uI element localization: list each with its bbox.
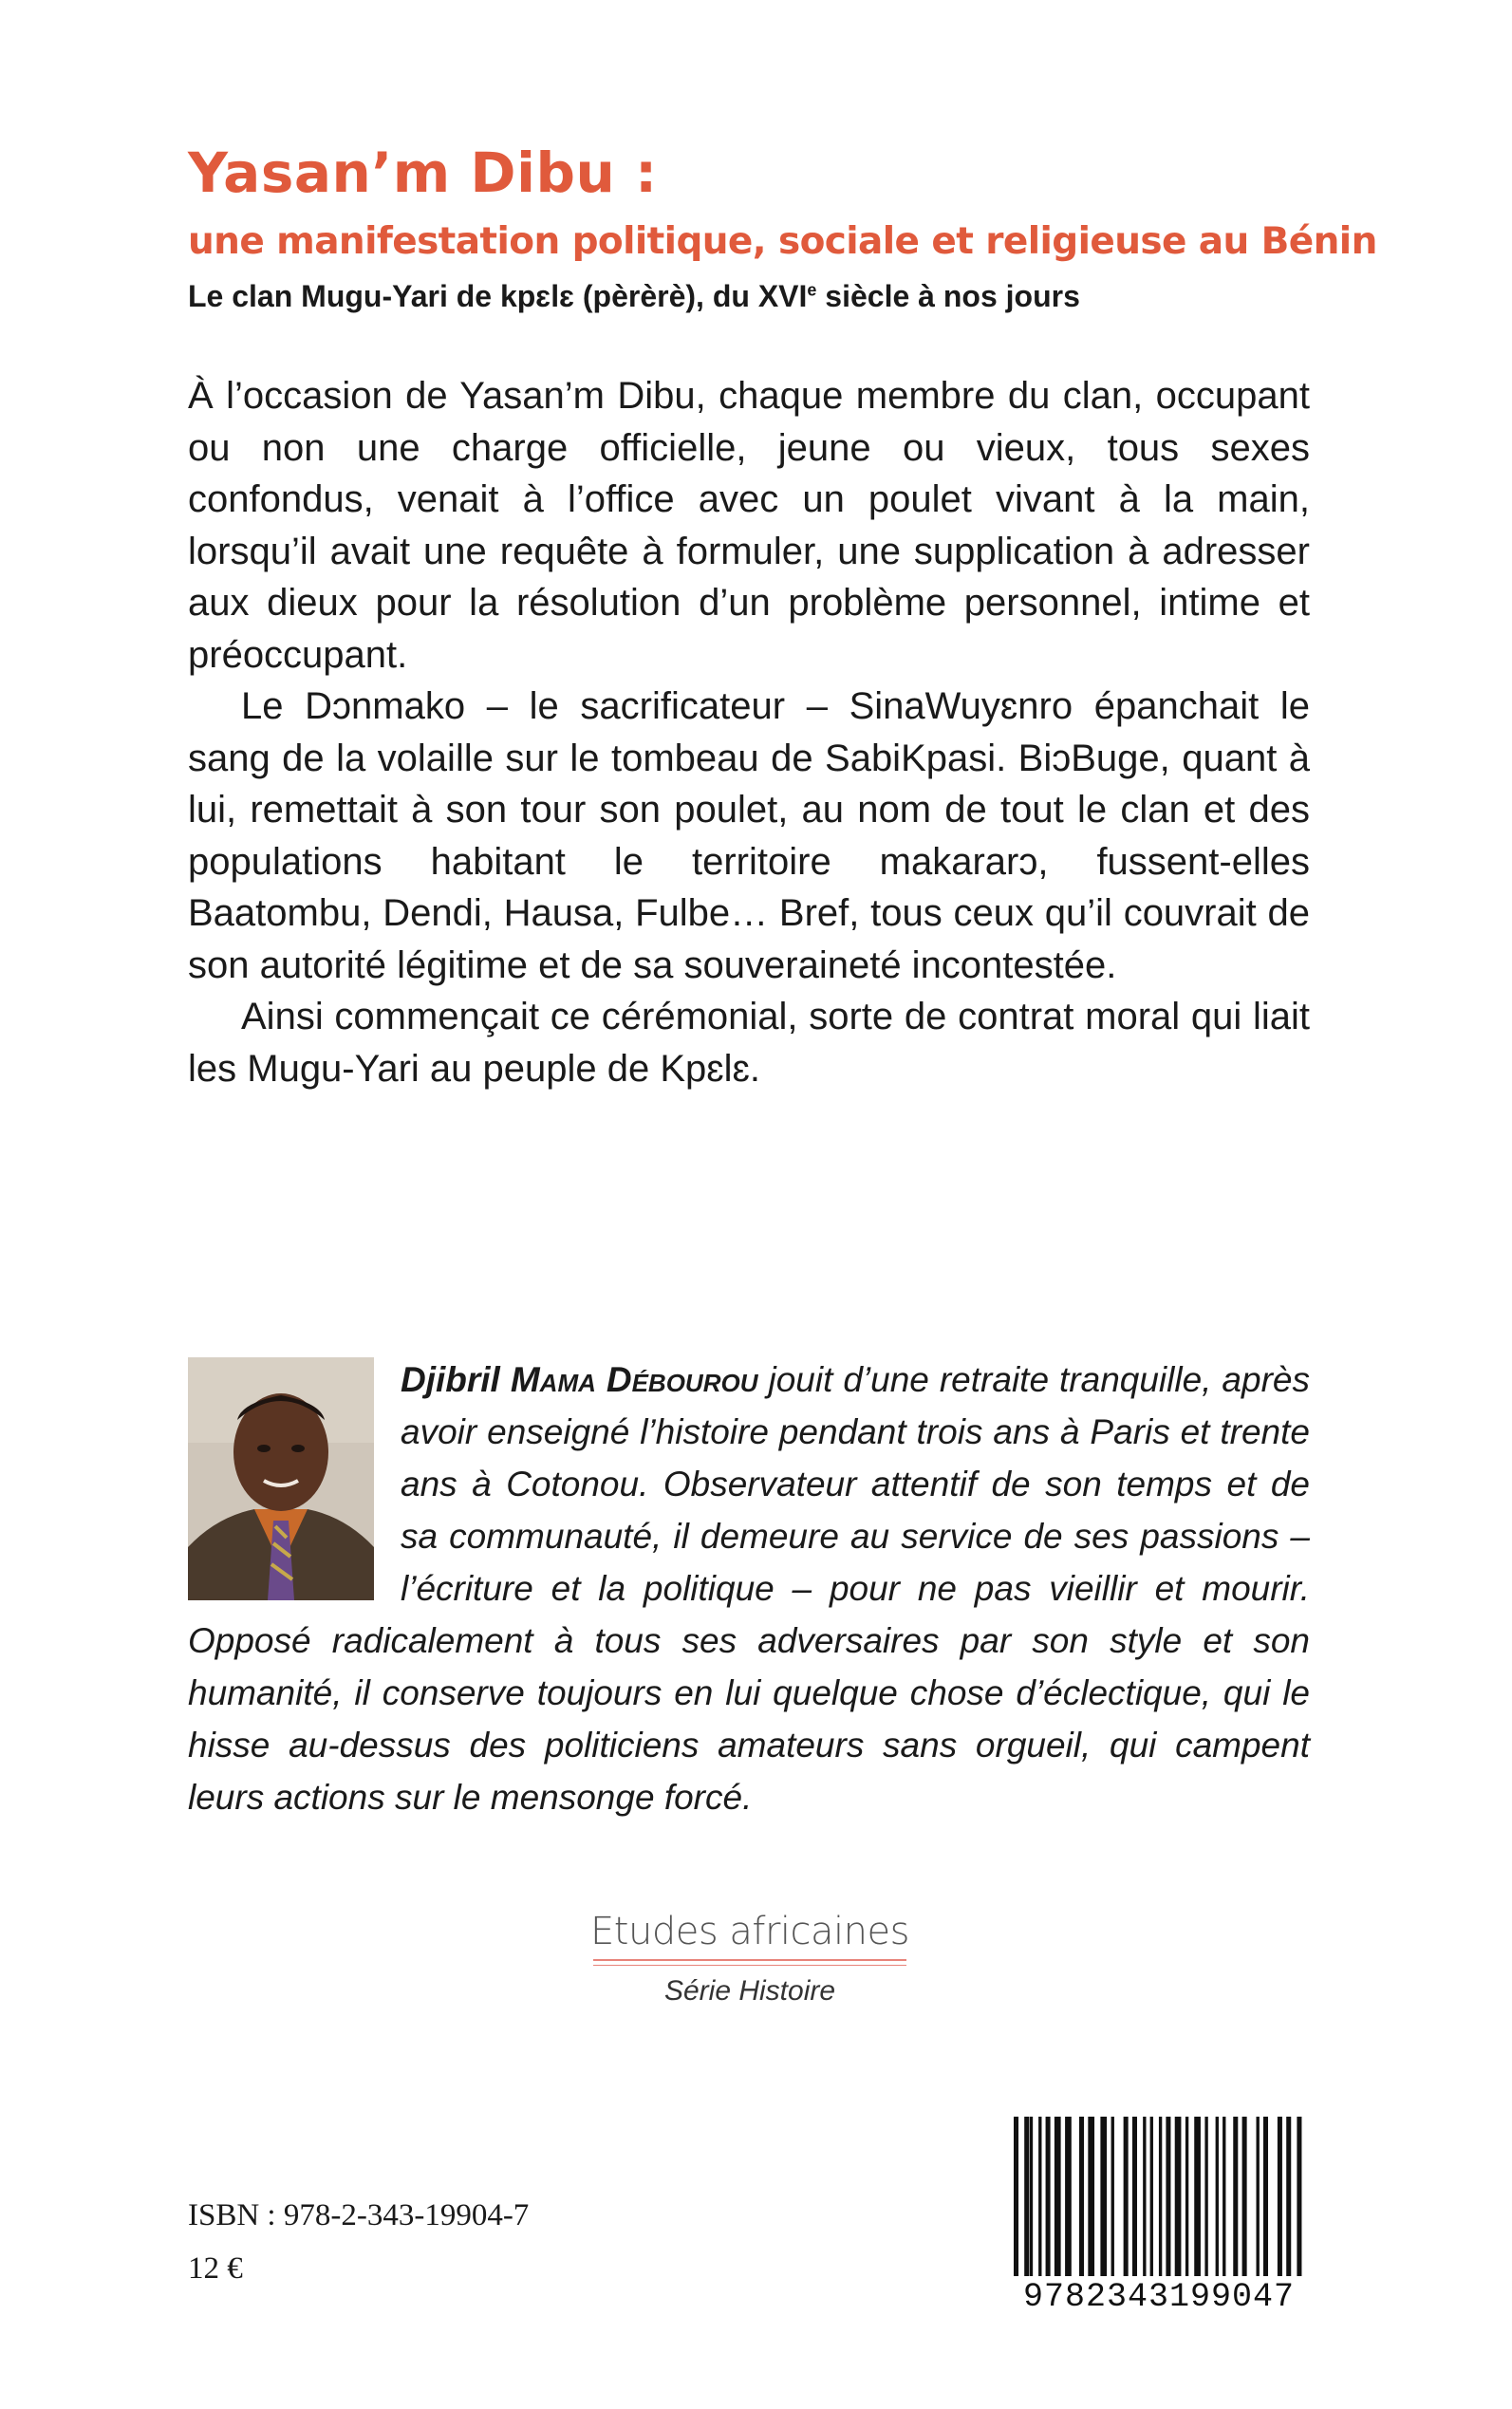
collection-rule bbox=[593, 1965, 906, 1966]
collection-name: Etudes africaines bbox=[590, 1910, 909, 1953]
barcode-bar bbox=[1166, 2117, 1170, 2276]
barcode-bar bbox=[1257, 2117, 1260, 2276]
barcode-bar bbox=[1088, 2117, 1094, 2276]
barcode-bar bbox=[1175, 2117, 1182, 2276]
barcode-bar bbox=[1204, 2117, 1207, 2276]
barcode-bar bbox=[1223, 2117, 1225, 2276]
blurb-paragraph: À l’occasion de Yasan’m Dibu, chaque membre du clan, occupant ou non une charge officielle, jeune ou vieux, tous sexes confondus, venait à l’office avec un poulet vivant à la main, lorsqu’il avait une requête à formuler, une supplication à adresser aux dieux pour la résolution d’un problème personnel, intime et préoccupant. bbox=[188, 375, 1310, 676]
barcode-bar bbox=[1194, 2117, 1201, 2276]
barcode-bar bbox=[1242, 2117, 1247, 2276]
barcode-digits: 9782343199047 bbox=[1022, 2278, 1296, 2316]
barcode-bar bbox=[1124, 2117, 1129, 2276]
barcode-bar bbox=[1055, 2117, 1061, 2276]
barcode-bar bbox=[1150, 2117, 1153, 2276]
collection-logo bbox=[532, 1910, 968, 2008]
book-subtitle: une manifestation politique, sociale et religieuse au Bénin bbox=[188, 220, 1377, 263]
barcode-bar bbox=[1111, 2117, 1114, 2276]
barcode-bar bbox=[1030, 2117, 1033, 2276]
barcode-bar bbox=[1263, 2117, 1268, 2276]
barcode-bars bbox=[1006, 2111, 1310, 2278]
blurb-text bbox=[188, 370, 1310, 1094]
barcode-bar bbox=[1297, 2117, 1301, 2276]
barcode-bar bbox=[1286, 2117, 1291, 2276]
barcode-bar bbox=[1185, 2117, 1188, 2276]
barcode-bar bbox=[1038, 2117, 1041, 2276]
photo-spacer bbox=[188, 1354, 401, 1612]
barcode-bar bbox=[1079, 2117, 1084, 2276]
barcode-bar bbox=[1014, 2117, 1018, 2276]
collection-rule bbox=[593, 1959, 906, 1961]
barcode-bar bbox=[1024, 2117, 1029, 2276]
author-bio-text: jouit d’une retraite tranquille, après avoir enseigné l’histoire pendant trois ans à Paris et trente ans à Cotonou. Observateur attentif de son temps et de sa communauté, il demeure au service de ses passions – l’écriture et la politique – pour ne pas vieillir et mourir. Opposé radicalement à tous ses adversaires par son style et son humanité, il conserve toujours en lui quelque chose d’éclectique, qui le hisse au-dessus des politiciens amateurs sans orgueil, qui campent leurs actions sur le mensonge forcé. bbox=[188, 1360, 1310, 1817]
book-title: Yasan’m Dibu : bbox=[188, 140, 658, 205]
blurb-paragraph: Le Dɔnmako – le sacrificateur – SinaWuyɛnro épanchait le sang de la volaille sur le tombeau de SabiKpasi. BiɔBuge, quant à lui, remettait à son tour son poulet, au nom de tout le clan et des populations habitant le territoire makararɔ, fussent-elles Baatombu, Dendi, Hausa, Fulbe… Bref, tous ceux qu’il couvrait de son autorité légitime et de sa souveraineté incontestée. bbox=[188, 685, 1310, 986]
blurb-paragraph: Ainsi commençait ce cérémonial, sorte de contrat moral qui liait les Mugu-Yari au peuple de Kpɛlɛ. bbox=[188, 996, 1310, 1090]
barcode-bar bbox=[1100, 2117, 1107, 2276]
barcode-bar bbox=[1233, 2117, 1238, 2276]
collection-series: Série Histoire bbox=[663, 1975, 836, 2007]
barcode-bar bbox=[1046, 2117, 1051, 2276]
author-bio bbox=[188, 1354, 1310, 1823]
author-last-name: Mama Débourou bbox=[510, 1360, 758, 1399]
subsubtitle-part-1: Le clan Mugu-Yari de kpɛlɛ (pèrèrè), du XVI bbox=[188, 279, 808, 313]
isbn: ISBN : 978-2-343-19904-7 bbox=[188, 2198, 530, 2232]
subsubtitle-part-2: siècle à nos jours bbox=[816, 279, 1080, 313]
barcode-bar bbox=[1143, 2117, 1146, 2276]
author-first-name: Djibril bbox=[401, 1360, 500, 1399]
barcode-bar bbox=[1278, 2117, 1282, 2276]
book-subsubtitle bbox=[188, 279, 1080, 314]
subsubtitle-superscript: e bbox=[807, 280, 817, 300]
barcode-bar bbox=[1216, 2117, 1219, 2276]
barcode-bar bbox=[1065, 2117, 1072, 2276]
author-name bbox=[401, 1360, 757, 1399]
barcode-bar bbox=[1159, 2117, 1162, 2276]
barcode-bar bbox=[1132, 2117, 1137, 2276]
price: 12 € bbox=[188, 2251, 243, 2286]
